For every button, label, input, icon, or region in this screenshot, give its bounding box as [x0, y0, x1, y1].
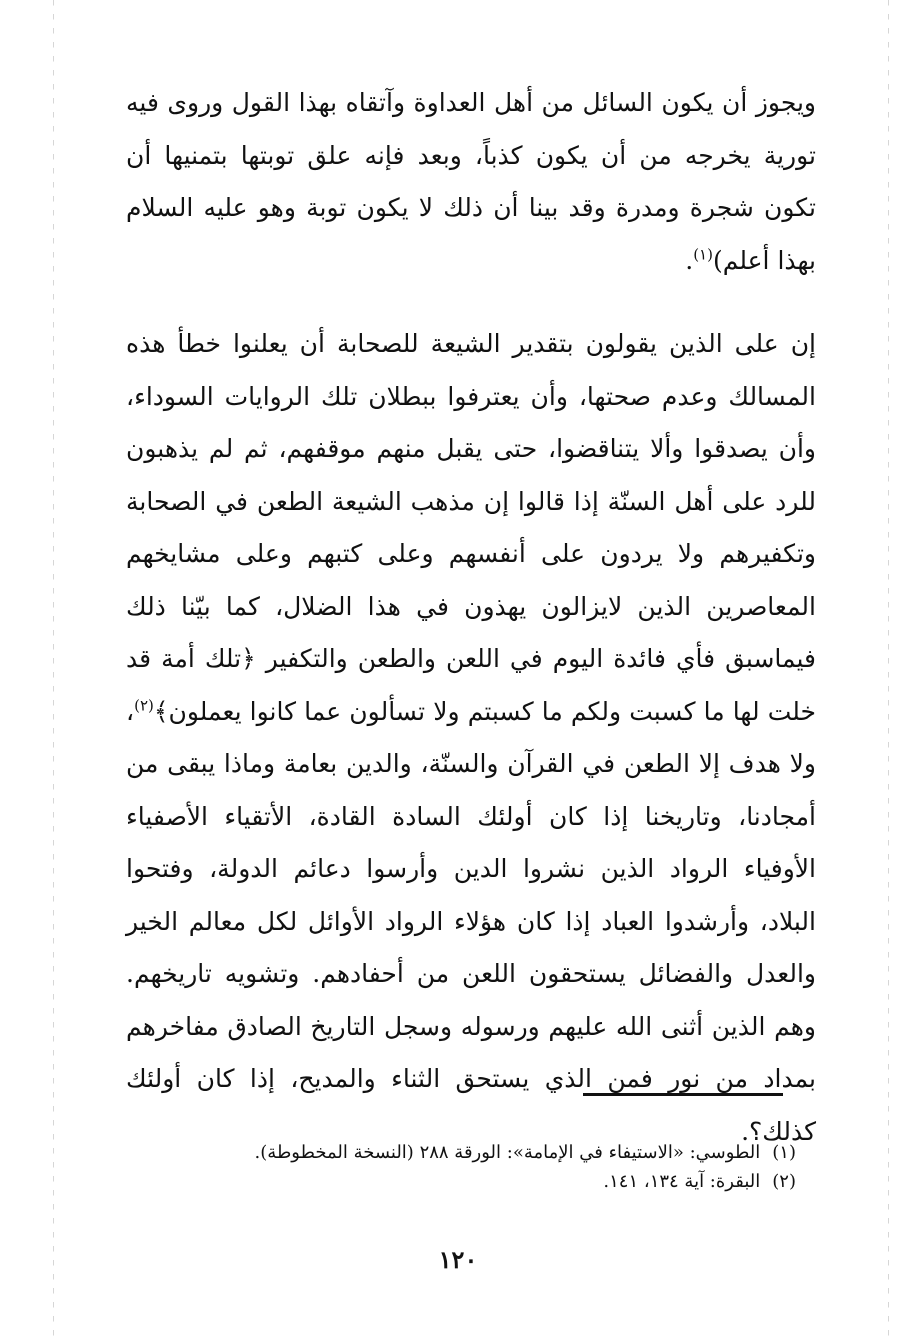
footnote-ref-2[interactable]: (٢): [134, 696, 154, 715]
footnote-1: [176, 1138, 796, 1167]
footnote-ref-1[interactable]: (١): [693, 245, 713, 264]
paragraph-2-text-b: ، ولا هدف إلا الطعن في القرآن والسنّة، والدين بعامة وماذا يبقى من أمجادنا، وتاريخنا إذا كان أولئك السادة القادة، الأتقياء الأصفياء الأوفياء الرواد الذين نشروا الدين وأرسوا دعائم الدولة، وفتحوا البلاد، وأرشدوا العباد إذا كان هؤلاء الرواد الأوائل لكل معالم الخير والعدل والفضائل يستحقون اللعن من أحفادهم. وتشويه تاريخهم. وهم الذين أثنى الله عليهم ورسوله وسجل التاريخ الصادق مفاخرهم بمداد من نور فمن الذي يستحق الثناء والمديح، إذا كان أولئك كذلك؟.: [126, 696, 816, 1146]
footnote-2: [176, 1167, 796, 1196]
page-number: ١٢٠: [438, 1245, 478, 1274]
paragraph-1-end: .: [685, 245, 694, 275]
footnote-separator: [583, 1093, 783, 1096]
paragraph-2: [126, 318, 816, 1158]
footnote-2-number: (٢): [772, 1171, 796, 1192]
paragraph-1-text: ويجوز أن يكون السائل من أهل العداوة وآتقاه بهذا القول وروى فيه تورية يخرجه من أن يكون كذباً، وبعد فإنه علق توبتها بتمنيها أن تكون شجرة ومدرة وقد بينا أن ذلك لا يكون توبة وهو عليه السلام بهذا أعلم): [126, 88, 816, 275]
footnotes: [176, 1138, 796, 1196]
paragraph-1: [126, 77, 816, 287]
left-margin-guide: [53, 0, 54, 1341]
footnote-1-number: (١): [772, 1142, 796, 1163]
footnote-2-text: البقرة: آية ١٣٤، ١٤١.: [603, 1171, 761, 1192]
right-margin-guide: [888, 0, 889, 1341]
footnote-1-text: الطوسي: «الاستيفاء في الإمامة»: الورقة ٢٨٨ (النسخة المخطوطة).: [254, 1142, 761, 1163]
paragraph-2-text-a: إن على الذين يقولون بتقدير الشيعة للصحابة أن يعلنوا خطأ هذه المسالك وعدم صحتها، وأن يعترفوا ببطلان تلك الروايات السوداء، وأن يصدقوا وألا يتناقضوا، حتى يقبل منهم موقفهم، ثم لم يذهبون للرد على أهل السنّة إذا قالوا إن مذهب الشيعة الطعن في الصحابة وتكفيرهم ولا يردون على أنفسهم وعلى كتبهم وعلى مشايخهم المعاصرين الذين لايزالون يهذون في هذا الضلال، كما بيّنا ذلك فيماسبق فأي فائدة اليوم في اللعن والطعن والتكفير ﴿تلك أمة قد خلت لها ما كسبت ولكم ما كسبتم ولا تسألون عما كانوا يعملون﴾: [126, 329, 816, 726]
